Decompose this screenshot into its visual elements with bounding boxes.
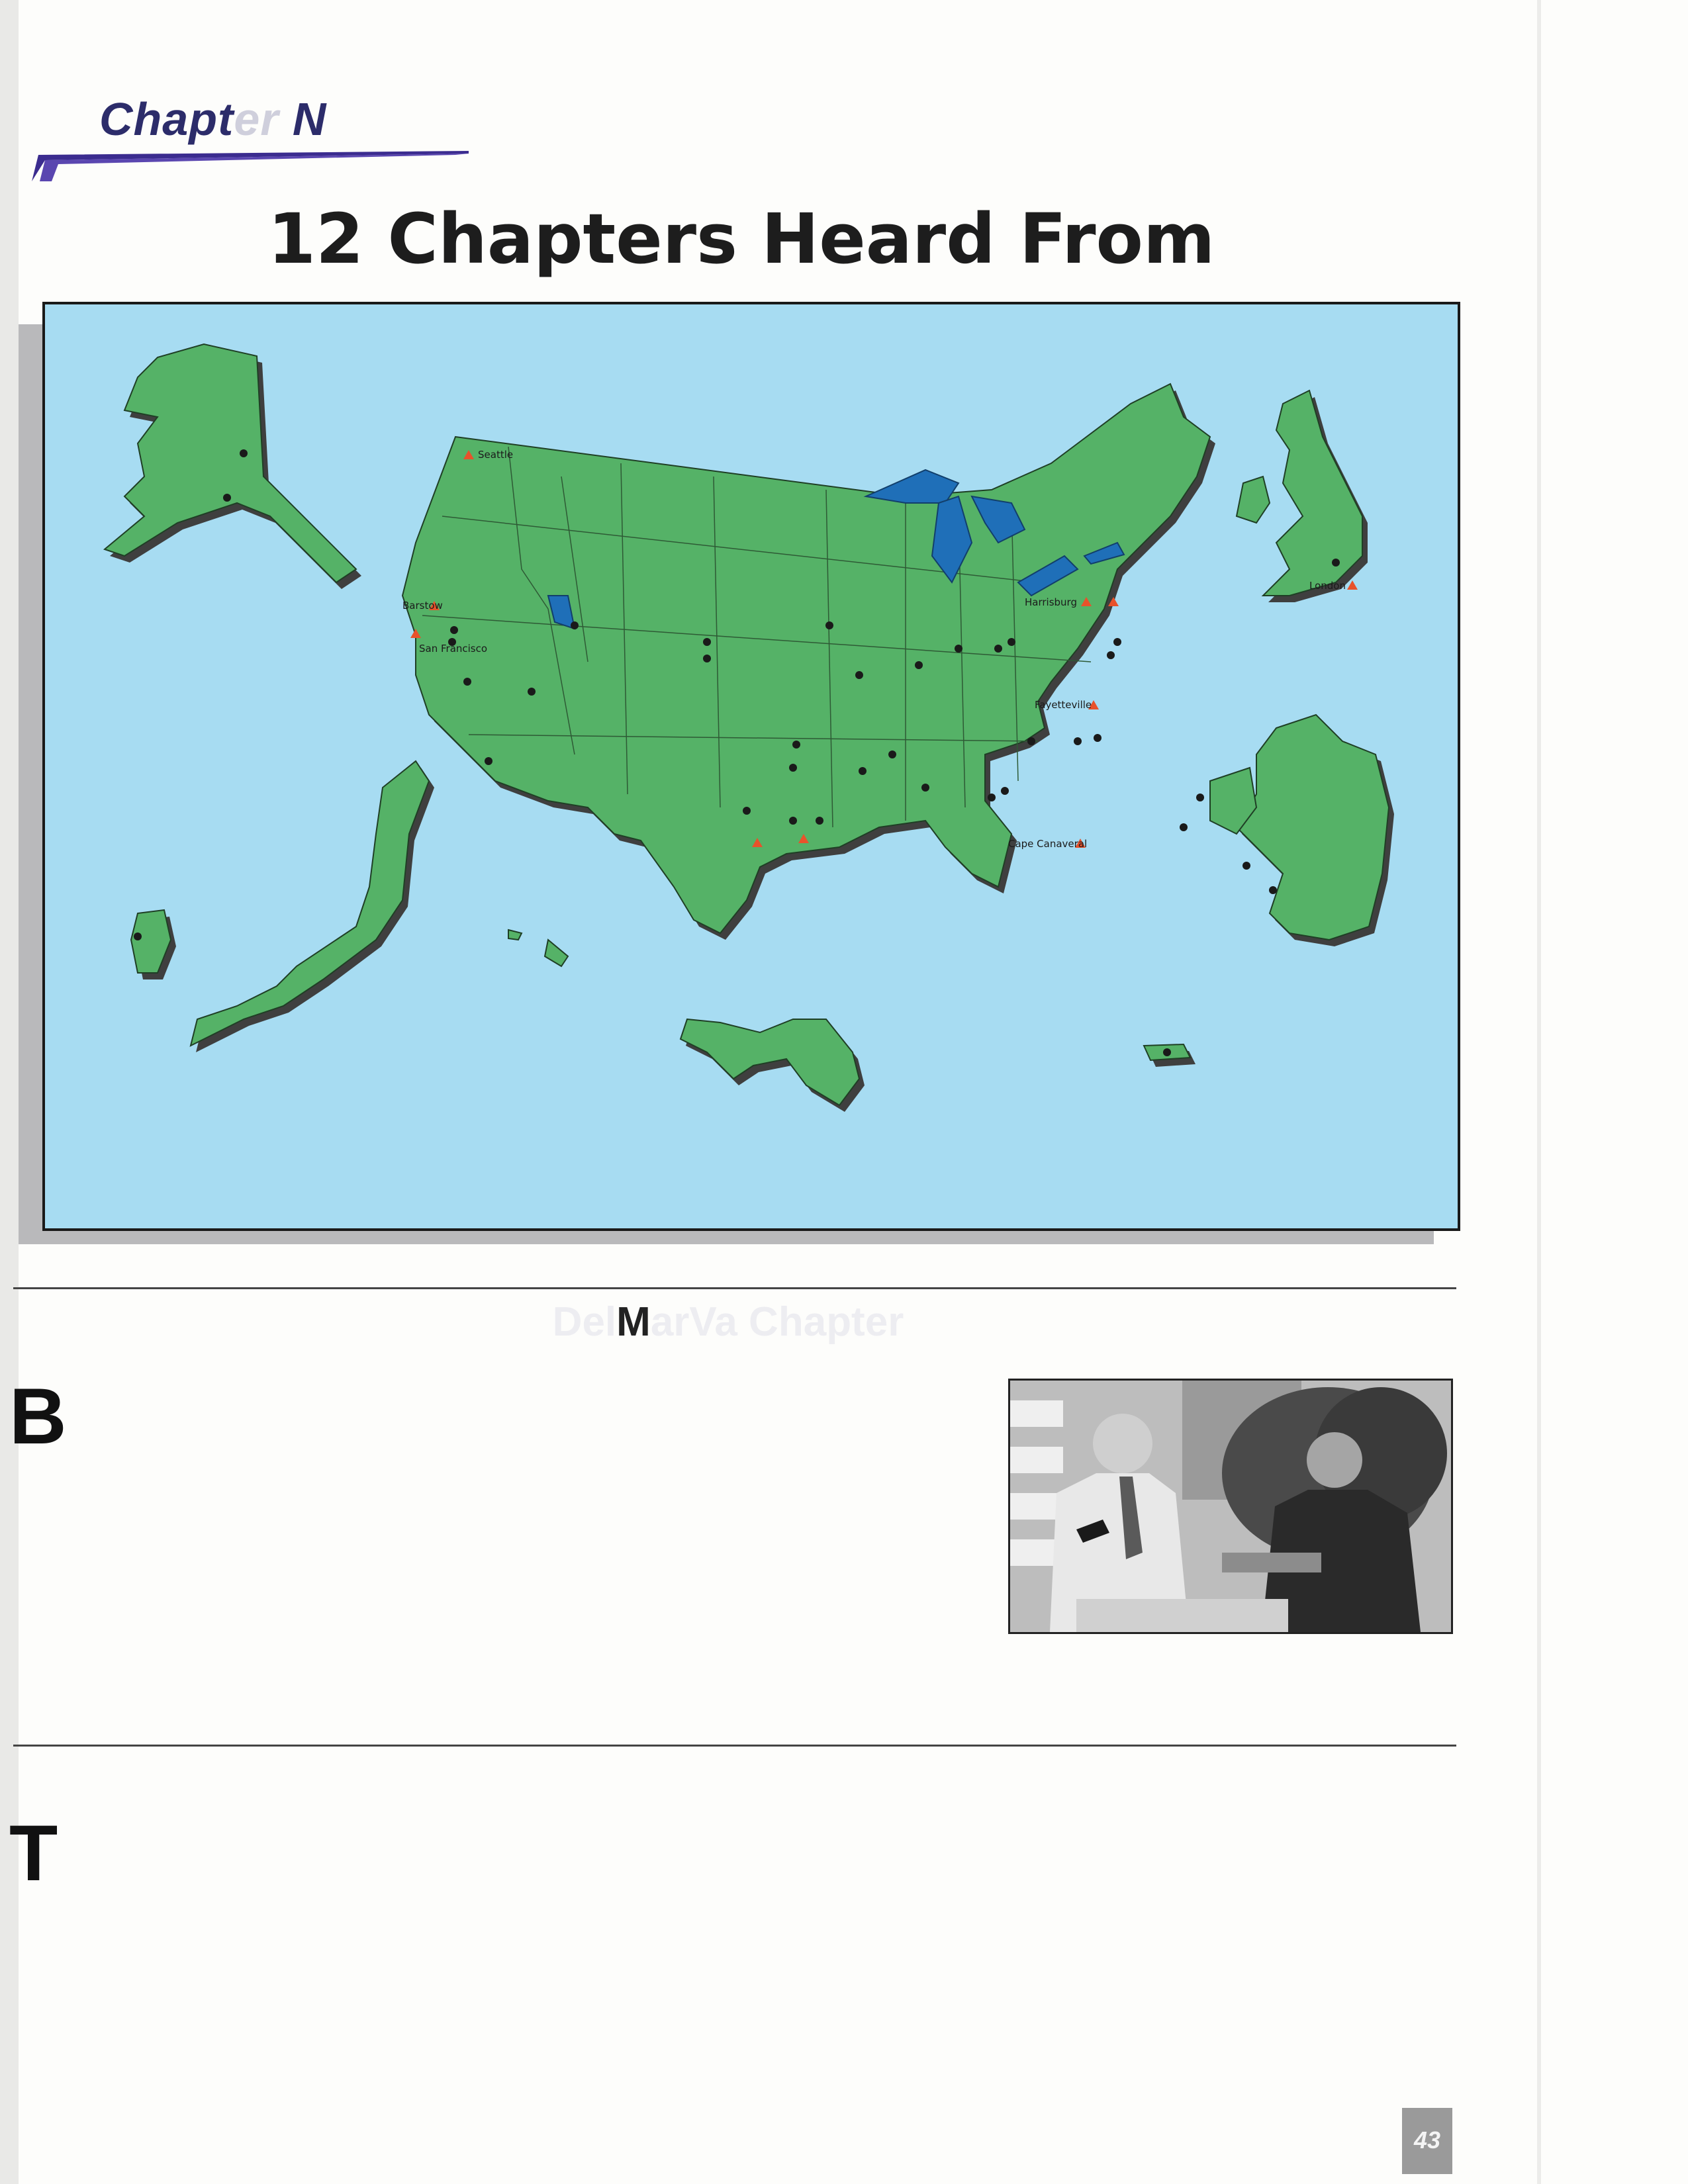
label-san-francisco: San Francisco — [419, 643, 488, 655]
award-photo — [1008, 1379, 1453, 1634]
kicker-text-faint: er — [234, 93, 279, 145]
dropcap-b: B — [9, 1372, 67, 1461]
section-rule-top — [13, 1287, 1456, 1289]
section-title — [0, 1298, 1456, 1345]
kicker-text-end: N — [279, 93, 327, 145]
label-barstow: Barstow — [402, 600, 443, 612]
page-number-box — [1402, 2108, 1452, 2174]
kicker-swoosh-bar — [32, 151, 469, 181]
page-title: 12 Chapters Heard From — [267, 199, 1215, 279]
photo-image — [1010, 1381, 1451, 1632]
panama — [680, 1019, 859, 1105]
section-title-faint-right: arVa Chapter — [650, 1299, 904, 1345]
land-masses — [105, 344, 1389, 1105]
hawaii — [508, 930, 568, 966]
kicker-text-dark: Chapt — [99, 93, 234, 145]
body-text-faint-2 — [60, 1813, 1450, 2091]
dropcap-t: T — [9, 1809, 58, 1897]
label-seattle: Seattle — [478, 449, 514, 461]
body-text-faint-1 — [60, 1377, 973, 1655]
chapter-map — [42, 302, 1460, 1231]
germany — [1237, 715, 1389, 940]
map-canvas — [45, 304, 1458, 1228]
contiguous-us — [402, 384, 1210, 933]
ireland — [1237, 477, 1270, 523]
section-rule-bottom — [13, 1745, 1456, 1747]
page-number: 43 — [1413, 2126, 1441, 2154]
label-cape-canaveral: Cape Canaveral — [1008, 838, 1088, 850]
page-edge — [1537, 0, 1541, 2184]
section-title-visible: M — [616, 1299, 651, 1345]
section-title-faint-left: Del — [552, 1299, 617, 1345]
label-harrisburg: Harrisburg — [1025, 596, 1077, 608]
label-fayetteville: Fayetteville — [1035, 699, 1092, 711]
japan — [191, 761, 429, 1046]
great-britain — [1263, 390, 1362, 596]
chapter-news-kicker — [99, 93, 326, 146]
label-london: London — [1309, 580, 1346, 592]
